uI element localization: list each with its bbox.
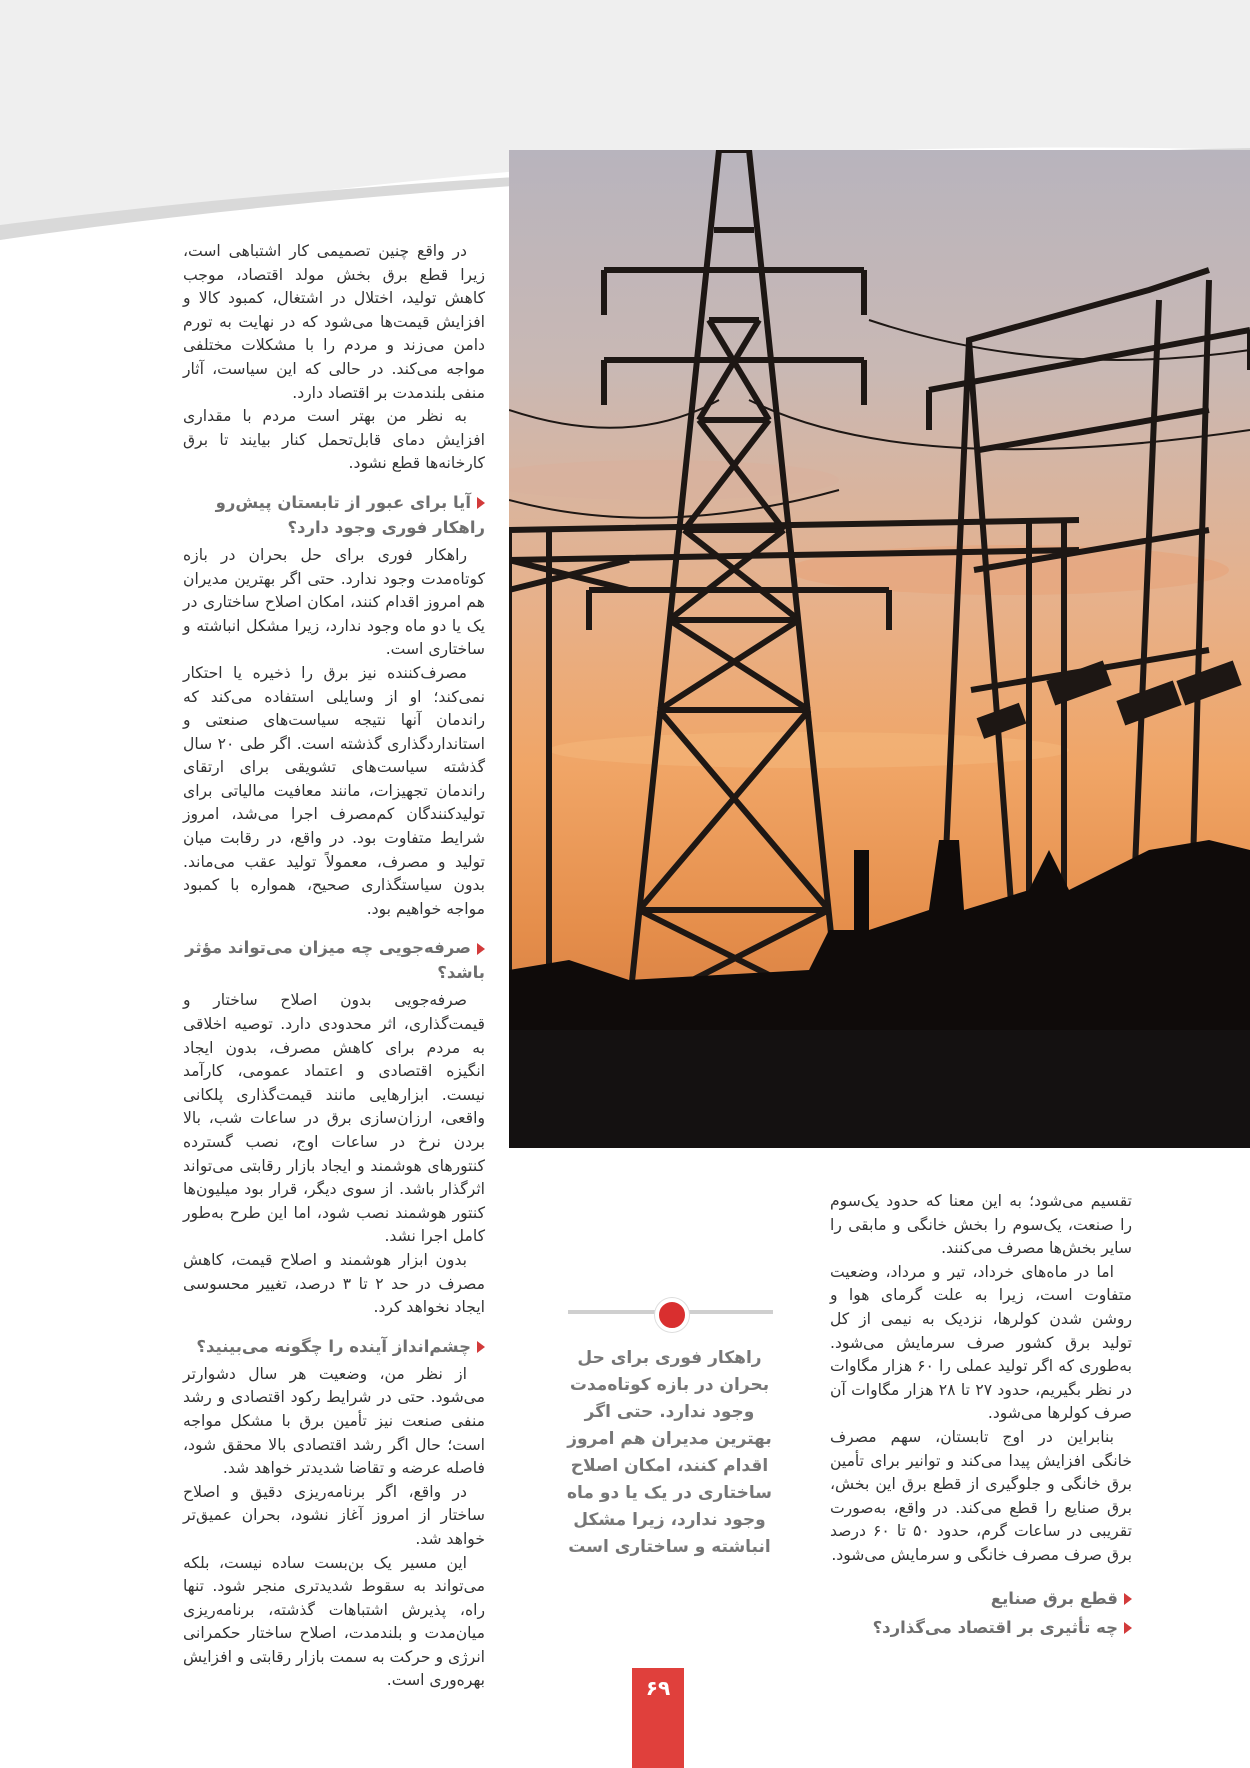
article-column-right	[830, 1190, 1132, 1644]
section-heading	[830, 1615, 1132, 1640]
pull-quote: راهکار فوری برای حل بحران در بازه کوتاه‌مدت وجود ندارد. حتی اگر بهترین مدیران هم امروز اقدام کنند، امکان اصلاح ساختاری در یک یا دو ماه وجود ندارد، زیرا مشکل انباشته و ساختاری است	[567, 1348, 772, 1557]
body-paragraph: این مسیر یک بن‌بست ساده نیست، بلکه می‌تواند به سقوط شدیدتری منجر شود. تنها راه، پذیرش اشتباهات گذشته، برنامه‌ریزی میان‌مدت و بلندمدت، اصلاح ساختار حکمرانی انرژی و حرکت به سمت بازار رقابتی و افزایش بهره‌وری است.	[182, 1553, 485, 1690]
section-heading-text: صرفه‌جویی چه میزان می‌تواند مؤثر باشد؟	[185, 938, 485, 983]
body-paragraph: راهکار فوری برای حل بحران در بازه کوتاه‌مدت وجود ندارد. حتی اگر بهترین مدیران هم امروز اقدام کنند، امکان اصلاح ساختاری در یک یا دو ماه وجود ندارد، زیرا مشکل انباشته و ساختاری است.	[183, 545, 485, 659]
bullet-arrow-icon	[1124, 1622, 1132, 1634]
section-heading-text: قطع برق صنایع	[990, 1588, 1118, 1608]
page-number: ۶۹	[632, 1668, 684, 1768]
pull-quote-dot-icon	[655, 1298, 689, 1332]
bullet-arrow-icon	[477, 943, 485, 955]
section-heading	[183, 1334, 485, 1359]
bullet-arrow-icon	[477, 1341, 485, 1353]
article-column-left	[183, 240, 485, 1693]
section-heading	[183, 935, 485, 985]
section-heading	[183, 490, 485, 540]
body-paragraph: تقسیم می‌شود؛ به این معنا که حدود یک‌سوم را صنعت، یک‌سوم را بخش خانگی و مابقی را سایر بخش‌ها مصرف می‌کنند.	[830, 1192, 1132, 1258]
body-paragraph: صرفه‌جویی بدون اصلاح ساختار و قیمت‌گذاری، اثر محدودی دارد. توصیه اخلاقی به مردم برای کاهش مصرف، بدون ایجاد انگیزه اقتصادی و اعتماد عمومی، کارآمد نیست. ابزارهایی مانند قیمت‌گذاری پلکانی واقعی، ارزان‌سازی برق در ساعات شب، بالا بردن نرخ در ساعات اوج، نصب گسترده کنتورهای هوشمند و ایجاد بازار رقابتی می‌تواند اثرگذار باشد. از سوی دیگر، قرار بود میلیون‌ها کنتور هوشمند نصب شود، اما این طرح به‌طور کامل اجرا نشد.	[183, 991, 485, 1246]
body-paragraph: بنابراین در اوج تابستان، سهم مصرف خانگی افزایش پیدا می‌کند و توانیر برای تأمین برق خانگی و جلوگیری از قطع برق این بخش، برق صنایع را قطع می‌کند. در واقع، به‌صورت تقریبی در ساعات گرم، حدود ۵۰ تا ۶۰ درصد برق صرف مصرف خانگی و سرمایش می‌شود.	[830, 1427, 1133, 1564]
section-heading-text: آیا برای عبور از تابستان پیش‌رو راهکار فوری وجود دارد؟	[215, 492, 485, 537]
bullet-arrow-icon	[477, 497, 485, 509]
body-paragraph: در واقع، اگر برنامه‌ریزی دقیق و اصلاح ساختار از امروز آغاز نشود، بحران عمیق‌تر خواهد شد.	[183, 1482, 485, 1548]
body-paragraph: به نظر من بهتر است مردم با مقداری افزایش دمای قابل‌تحمل کنار بیایند تا برق کارخانه‌ها قطع نشود.	[183, 407, 485, 473]
body-paragraph: بدون ابزار هوشمند و اصلاح قیمت، کاهش مصرف در حد ۲ تا ۳ درصد، تغییر محسوسی ایجاد نخواهد کرد.	[183, 1250, 485, 1317]
section-heading-text: چشم‌انداز آینده را چگونه می‌بینید؟	[196, 1336, 471, 1356]
power-pylons-photo	[509, 150, 1250, 1148]
body-paragraph: در واقع چنین تصمیمی کار اشتباهی است، زیرا قطع برق بخش مولد اقتصاد، موجب کاهش تولید، اختلال در اشتغال، کمبود کالا و افزایش قیمت‌ها می‌شود که در نهایت به تورم دامن می‌زند و مردم را با مشکلات مختلفی مواجه می‌کند. در حالی که این سیاست، آثار منفی بلندمدت بر اقتصاد دارد.	[183, 242, 485, 402]
body-paragraph: از نظر من، وضعیت هر سال دشوارتر می‌شود. حتی در شرایط رکود اقتصادی و رشد منفی صنعت نیز تأمین برق با مشکل مواجه است؛ حال اگر رشد اقتصادی بالا محقق شود، فاصله عرضه و تقاضا شدیدتر خواهد شد.	[183, 1364, 485, 1478]
body-paragraph: مصرف‌کننده نیز برق را ذخیره یا احتکار نمی‌کند؛ او از وسایلی استفاده می‌کند که راندمان آنها نتیجه سیاست‌های صنعتی و استانداردگذاری گذشته است. اگر طی ۲۰ سال گذشته سیاست‌های تشویقی برای ارتقای راندمان تجهیزات، مانند معافیت مالیاتی برای تولیدکنندگان کم‌مصرف اجرا می‌شد، امروز شرایط متفاوت بود. در واقع، در رقابت میان تولید و مصرف، معمولاً تولید عقب می‌ماند. بدون سیاستگذاری صحیح، همواره با کمبود مواجه خواهیم بود.	[183, 663, 485, 918]
bullet-arrow-icon	[1124, 1593, 1132, 1605]
section-heading	[830, 1586, 1132, 1611]
section-heading-text: چه تأثیری بر اقتصاد می‌گذارد؟	[872, 1617, 1118, 1637]
body-paragraph: اما در ماه‌های خرداد، تیر و مرداد، وضعیت متفاوت است، زیرا به علت گرمای هوا و روشن شدن کولرها، نزدیک به نیمی از کل تولید برق کشور صرف سرمایش می‌شود. به‌طوری که اگر تولید عملی را ۶۰ هزار مگاوات در نظر بگیریم، حدود ۲۷ تا ۲۸ هزار مگاوات آن صرف کولرها می‌شود.	[830, 1262, 1132, 1423]
